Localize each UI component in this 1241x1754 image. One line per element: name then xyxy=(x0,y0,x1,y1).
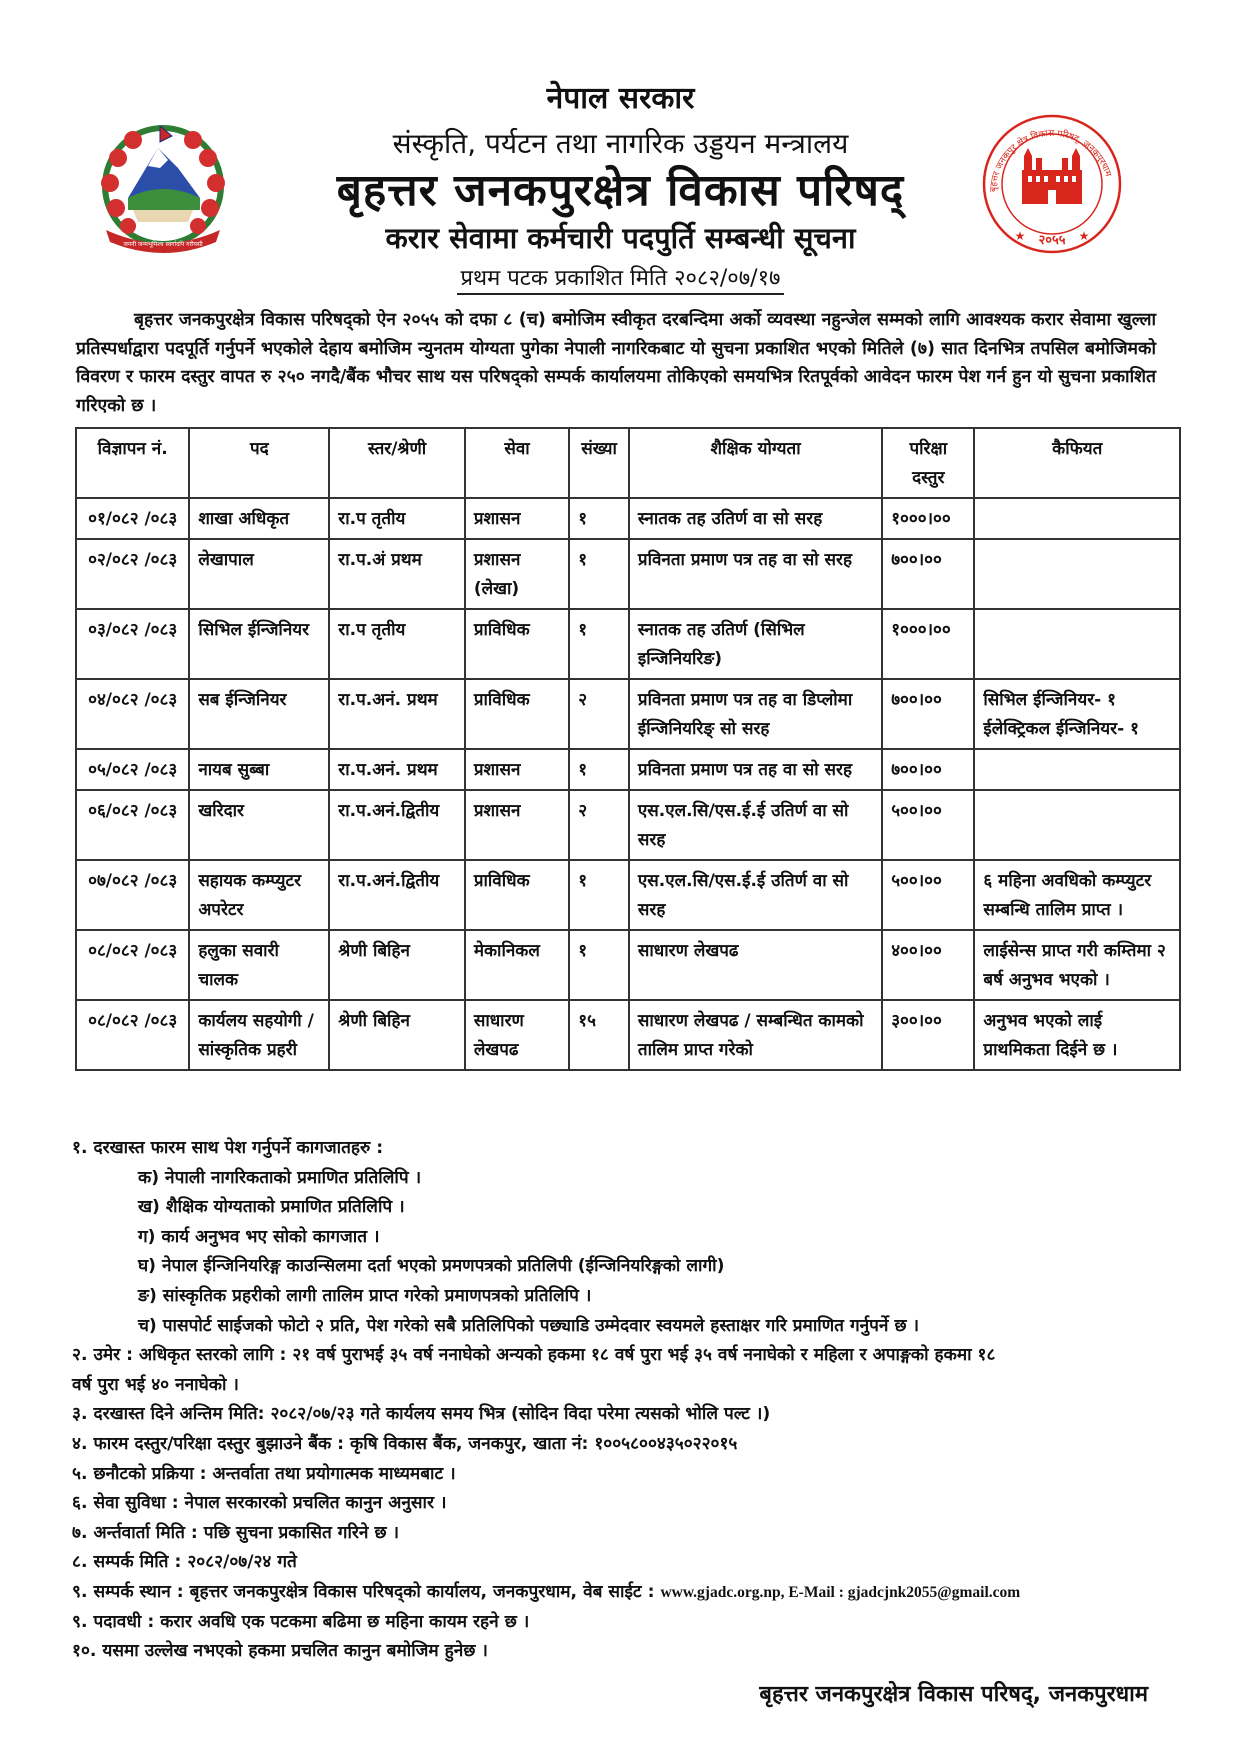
cell-remarks xyxy=(974,790,1180,860)
cell-post: खरिदार xyxy=(189,790,329,860)
cell-fee: ७००।०० xyxy=(882,749,974,790)
cell-qualification: साधारण लेखपढ xyxy=(629,930,882,1000)
cell-post: लेखापाल xyxy=(189,539,329,609)
cell-ad-no: ०५/०८२ /०८३ xyxy=(76,749,189,790)
col-header-fee: परिक्षा दस्तुर xyxy=(882,428,974,498)
note-2-line-2: वर्ष पुरा भई ४० ननाघेको । xyxy=(72,1374,239,1395)
cell-ad-no: ०२/०८२ /०८३ xyxy=(76,539,189,609)
note-1-item: क) नेपाली नागरिकताको प्रमाणित प्रतिलिपि । xyxy=(138,1167,422,1188)
note-5: ५. छनौटको प्रक्रिया : अन्तर्वाता तथा प्रयोगात्मक माध्यमबाट । xyxy=(72,1463,456,1484)
cell-service: प्रशासन xyxy=(465,498,569,539)
note-1-item: च) पासपोर्ट साईजको फोटो २ प्रति, पेश गरेको सबै प्रतिलिपिको पछ्याडि उम्मेदवार स्वयमले हस्ताक्षर गरि प्रमाणित गर्नुपर्ने छ । xyxy=(138,1315,919,1336)
svg-text:२०५५: २०५५ xyxy=(1038,233,1066,248)
table-row xyxy=(76,930,1180,1000)
cell-count: १ xyxy=(569,609,629,679)
cell-ad-no: ०८/०८२ /०८३ xyxy=(76,1000,189,1070)
note-6: ६. सेवा सुविधा : नेपाल सरकारको प्रचलित कानुन अनुसार । xyxy=(72,1493,447,1514)
notice-title: करार सेवामा कर्मचारी पदपुर्ति सम्बन्धी सूचना xyxy=(385,221,856,255)
cell-service: मेकानिकल xyxy=(465,930,569,1000)
cell-post: नायब सुब्बा xyxy=(189,749,329,790)
council-title: बृहत्तर जनकपुरक्षेत्र विकास परिषद् xyxy=(336,165,905,216)
published-date-text: प्रथम पटक प्रकाशित मिति २०८२/०७/१७ xyxy=(457,266,785,295)
col-header-remarks: कैफियत xyxy=(974,428,1180,498)
cell-level: रा.प.अनं. प्रथम xyxy=(329,749,465,790)
note-3: ३. दरखास्त दिने अन्तिम मिति: २०८२/०७/२३ गते कार्यलय समय भित्र (सोदिन विदा परेमा त्यसको भोलि पल्ट ।) xyxy=(72,1404,771,1425)
note-9 xyxy=(72,1578,1192,1608)
cell-level: श्रेणी बिहिन xyxy=(329,930,465,1000)
cell-fee: ७००।०० xyxy=(882,539,974,609)
note-8: ८. सम्पर्क मिति : २०८२/०७/२४ गते xyxy=(72,1552,297,1573)
government-heading: नेपाल सरकार xyxy=(546,81,695,116)
col-header-post: पद xyxy=(189,428,329,498)
signature-block: बृहत्तर जनकपुरक्षेत्र विकास परिषद्, जनकपुरधाम xyxy=(759,1682,1148,1707)
cell-service: प्राविधिक xyxy=(465,609,569,679)
table-row xyxy=(76,790,1180,860)
cell-level: रा.प.अनं.द्वितीय xyxy=(329,790,465,860)
cell-qualification: स्नातक तह उतिर्ण (सिभिल इन्जिनियरिङ) xyxy=(629,609,882,679)
cell-ad-no: ०७/०८२ /०८३ xyxy=(76,860,189,930)
cell-fee: ४००।०० xyxy=(882,930,974,1000)
cell-count: २ xyxy=(569,790,629,860)
cell-service: प्रशासन (लेखा) xyxy=(465,539,569,609)
cell-remarks: अनुभव भएको लाई प्राथमिकता दिईने छ । xyxy=(974,1000,1180,1070)
table-row xyxy=(76,1000,1180,1070)
table-row xyxy=(76,749,1180,790)
svg-text:★: ★ xyxy=(1014,229,1026,243)
col-header-level: स्तर/श्रेणी xyxy=(329,428,465,498)
cell-post: सिभिल ईन्जिनियर xyxy=(189,609,329,679)
cell-count: १ xyxy=(569,860,629,930)
cell-fee: ३००।०० xyxy=(882,1000,974,1070)
cell-remarks: ६ महिना अवधिको कम्प्युटर सम्बन्धि तालिम प्राप्त । xyxy=(974,860,1180,930)
table-row xyxy=(76,539,1180,609)
published-date xyxy=(0,262,1241,292)
cell-level: रा.प.अं प्रथम xyxy=(329,539,465,609)
cell-qualification: स्नातक तह उतिर्ण वा सो सरह xyxy=(629,498,882,539)
note-10: १०. यसमा उल्लेख नभएको हकमा प्रचलित कानुन बमोजिम हुनेछ । xyxy=(72,1641,488,1662)
cell-ad-no: ०६/०८२ /०८३ xyxy=(76,790,189,860)
cell-remarks xyxy=(974,609,1180,679)
cell-qualification: एस.एल.सि/एस.ई.ई उतिर्ण वा सो सरह xyxy=(629,860,882,930)
cell-service: प्रशासन xyxy=(465,790,569,860)
cell-fee: १०००।०० xyxy=(882,609,974,679)
cell-post: सहायक कम्प्युटर अपरेटर xyxy=(189,860,329,930)
svg-text:जननी जन्मभूमिश्च स्वर्गादपि गर: जननी जन्मभूमिश्च स्वर्गादपि गरीयसी xyxy=(123,241,203,248)
table-row xyxy=(76,679,1180,749)
svg-text:★: ★ xyxy=(1078,229,1090,243)
cell-count: १ xyxy=(569,930,629,1000)
cell-qualification: प्रविनता प्रमाण पत्र तह वा सो सरह xyxy=(629,749,882,790)
notes-section xyxy=(72,1134,1192,1667)
cell-count: १ xyxy=(569,539,629,609)
note-1-item: घ) नेपाल ईन्जिनियरिङ्ग काउन्सिलमा दर्ता भएको प्रमणपत्रको प्रतिलिपी (ईन्जिनियरिङ्गको लागी) xyxy=(138,1256,725,1277)
cell-count: १ xyxy=(569,749,629,790)
table-row xyxy=(76,609,1180,679)
cell-count: १५ xyxy=(569,1000,629,1070)
cell-level: रा.प तृतीय xyxy=(329,609,465,679)
col-header-service: सेवा xyxy=(465,428,569,498)
note-9b: ९. पदावधी : करार अवधि एक पटकमा बढिमा छ महिना कायम रहने छ । xyxy=(72,1611,530,1632)
note-2-line-1: २. उमेर : अधिकृत स्तरको लागि : २१ वर्ष पुराभई ३५ वर्ष ननाघेको अन्यको हकमा १८ वर्ष पुरा भई ३५ वर्ष ननाघेको र महिला र अपाङ्गको हकमा १८ xyxy=(72,1345,996,1366)
table-header-row xyxy=(76,428,1180,498)
ministry-heading: संस्कृति, पर्यटन तथा नागरिक उड्डयन मन्त्रालय xyxy=(392,127,849,160)
cell-service: साधारण लेखपढ xyxy=(465,1000,569,1070)
cell-post: कार्यलय सहयोगी / सांस्कृतिक प्रहरी xyxy=(189,1000,329,1070)
cell-qualification: एस.एल.सि/एस.ई.ई उतिर्ण वा सो सरह xyxy=(629,790,882,860)
col-header-ad-no: विज्ञापन नं. xyxy=(76,428,189,498)
cell-fee: ५००।०० xyxy=(882,790,974,860)
cell-service: प्राविधिक xyxy=(465,860,569,930)
cell-level: रा.प.अनं. प्रथम xyxy=(329,679,465,749)
cell-qualification: साधारण लेखपढ / सम्बन्धित कामको तालिम प्राप्त गरेको xyxy=(629,1000,882,1070)
note-1: १. दरखास्त फारम साथ पेश गर्नुपर्ने कागजातहरु : xyxy=(72,1138,384,1158)
intro-text: बृहत्तर जनकपुरक्षेत्र विकास परिषद्को ऐन २०५५ को दफा ८ (च) बमोजिम स्वीकृत दरबन्दिमा अर्को व्यवस्था नहुन्जेल सम्मको लागि आवश्यक करार सेवामा खुल्ला प्रतिस्पर्धाद्वारा पदपूर्ति गर्नुपर्ने भएकोले देहाय बमोजिम न्युनतम योग्यता पुगेका नेपाली नागरिकबाट यो सुचना प्रकाशित भएको मितिले (७) सात दिनभित्र तपसिल बमोजिमको विवरण र फारम दस्तुर वापत रु २५० नगदै/बैंक भौचर साथ यस परिषद्को सम्पर्क कार्यालयमा तोकिएको समयभित्र रितपूर्वको आवेदन फारम पेश गर्न हुन यो सुचना प्रकाशित गरिएको छ । xyxy=(76,310,1156,416)
cell-service: प्रशासन xyxy=(465,749,569,790)
note-9-text: ९. सम्पर्क स्थान : बृहत्तर जनकपुरक्षेत्र विकास परिषद्को कार्यालय, जनकपुरधाम, वेब साईट : xyxy=(72,1581,655,1602)
cell-count: १ xyxy=(569,498,629,539)
cell-ad-no: ०४/०८२ /०८३ xyxy=(76,679,189,749)
cell-remarks xyxy=(974,498,1180,539)
note-1-item: ग) कार्य अनुभव भए सोको कागजात । xyxy=(138,1226,380,1247)
cell-count: २ xyxy=(569,679,629,749)
cell-level: रा.प.अनं.द्वितीय xyxy=(329,860,465,930)
cell-level: रा.प तृतीय xyxy=(329,498,465,539)
cell-remarks: सिभिल ईन्जिनियर- १ ईलेक्ट्रिकल ईन्जिनियर- १ xyxy=(974,679,1180,749)
cell-service: प्राविधिक xyxy=(465,679,569,749)
cell-qualification: प्रविनता प्रमाण पत्र तह वा सो सरह xyxy=(629,539,882,609)
cell-ad-no: ०८/०८२ /०८३ xyxy=(76,930,189,1000)
note-7: ७. अर्न्तवार्ता मिति : पछि सुचना प्रकासित गरिने छ । xyxy=(72,1522,399,1543)
cell-remarks xyxy=(974,539,1180,609)
cell-remarks xyxy=(974,749,1180,790)
cell-level: श्रेणी बिहिन xyxy=(329,1000,465,1070)
note-1-item: ङ) सांस्कृतिक प्रहरीको लागी तालिम प्राप्त गरेको प्रमाणपत्रको प्रतिलिपि । xyxy=(138,1285,592,1306)
cell-fee: ७००।०० xyxy=(882,679,974,749)
col-header-qualification: शैक्षिक योग्यता xyxy=(629,428,882,498)
cell-post: शाखा अधिकृत xyxy=(189,498,329,539)
col-header-count: संख्या xyxy=(569,428,629,498)
intro-paragraph xyxy=(76,306,1156,420)
contact-website-email[interactable]: www.gjadc.org.np, E-Mail : gjadcjnk2055@gmail.com xyxy=(660,1583,1021,1601)
note-4: ४. फारम दस्तुर/परिक्षा दस्तुर बुझाउने बैंक : कृषि विकास बैंक, जनकपुर, खाता नं: १००५८००४३५०२२०१५ xyxy=(72,1433,738,1454)
cell-post: हलुका सवारी चालक xyxy=(189,930,329,1000)
cell-fee: ५००।०० xyxy=(882,860,974,930)
cell-remarks: लाईसेन्स प्राप्त गरी कम्तिमा २ बर्ष अनुभव भएको । xyxy=(974,930,1180,1000)
cell-post: सब ईन्जिनियर xyxy=(189,679,329,749)
table-row xyxy=(76,498,1180,539)
cell-ad-no: ०१/०८२ /०८३ xyxy=(76,498,189,539)
cell-fee: १०००।०० xyxy=(882,498,974,539)
table-row xyxy=(76,860,1180,930)
svg-text:बृहत्तर जनकपुर क्षेत्र विकास प: बृहत्तर जनकपुर क्षेत्र विकास परिषद्, जनकपुरधाम xyxy=(988,128,1113,193)
cell-ad-no: ०३/०८२ /०८३ xyxy=(76,609,189,679)
vacancy-table xyxy=(75,427,1181,1071)
cell-qualification: प्रविनता प्रमाण पत्र तह वा डिप्लोमा ईन्जिनियरिङ् सो सरह xyxy=(629,679,882,749)
note-1-item: ख) शैक्षिक योग्यताको प्रमाणित प्रतिलिपि । xyxy=(138,1197,405,1218)
